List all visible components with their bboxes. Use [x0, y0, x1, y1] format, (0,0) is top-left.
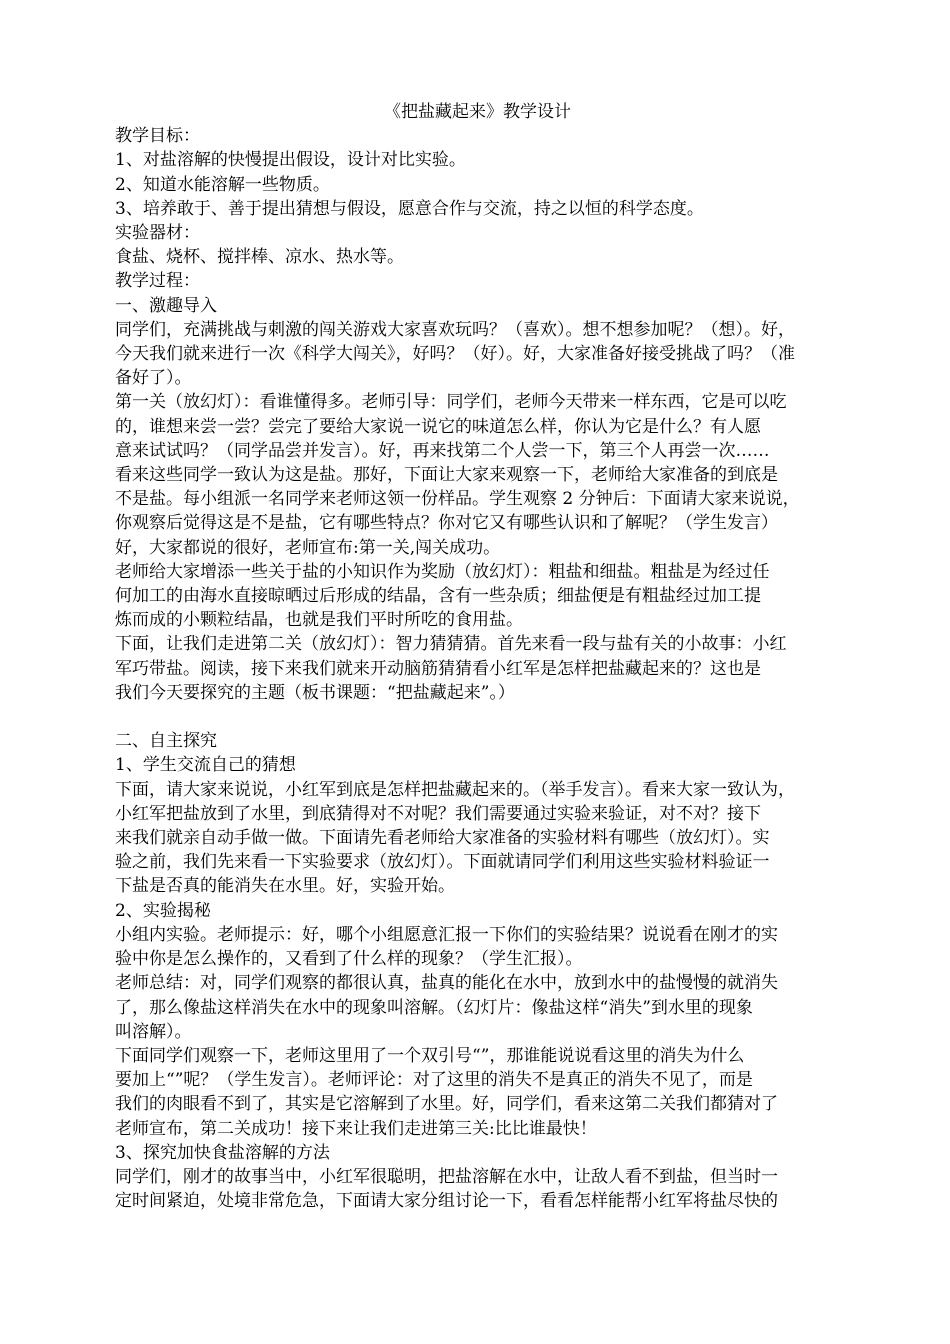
text-line: 备好了）。 [115, 368, 192, 389]
text-line: 教学过程： [115, 271, 200, 292]
text-line: 第一关（放幻灯）：看谁懂得多。老师引导：同学们，老师今天带来一样东西，它是可以吃 [115, 392, 787, 413]
text-line: 老师宣布，第二关成功！接下来让我们走进第三关:比比谁最快！ [115, 1118, 597, 1139]
text-line: 炼而成的小颗粒结晶，也就是我们平时所吃的食用盐。 [115, 610, 523, 631]
text-line: 1、对盐溶解的快慢提出假设，设计对比实验。 [115, 150, 466, 171]
text-line: 意来试试吗？（同学品尝并发言）。好，再来找第二个人尝一下，第三个人再尝一次…… [115, 440, 770, 461]
text-line: 同学们，刚才的故事当中，小红军很聪明，把盐溶解在水中，让敌人看不到盐，但当时一 [115, 1166, 778, 1187]
text-line: 下面同学们观察一下，老师这里用了一个双引号“”，那谁能说说看这里的消失为什么 [115, 1045, 745, 1066]
text-line: 军巧带盐。阅读，接下来我们就来开动脑筋猜猜看小红军是怎样把盐藏起来的？这也是 [115, 658, 761, 679]
text-line: 的，谁想来尝一尝？尝完了要给大家说一说它的味道怎么样，你认为它是什么？有人愿 [115, 416, 761, 437]
text-line: 你观察后觉得这是不是盐，它有哪些特点？你对它又有哪些认识和了解呢？（学生发言） [115, 513, 778, 534]
text-line: 食盐、烧杯、搅拌棒、凉水、热水等。 [115, 247, 404, 268]
text-line: 来我们就亲自动手做一做。下面请先看老师给大家准备的实验材料有哪些（放幻灯）。实 [115, 828, 770, 849]
text-line: 看来这些同学一致认为这是盐。那好，下面让大家来观察一下，老师给大家准备的到底是 [115, 465, 778, 486]
text-line: 下面，请大家来说说，小红军到底是怎样把盐藏起来的。（举手发言）。看来大家一致认为， [115, 779, 795, 800]
text-line: 我们今天要探究的主题（板书课题：“把盐藏起来”。） [115, 682, 515, 703]
text-line: 小红军把盐放到了水里，到底猜得对不对呢？我们需要通过实验来验证，对不对？接下 [115, 803, 761, 824]
text-line: 老师总结：对，同学们观察的都很认真，盐真的能化在水中，放到水中的盐慢慢的就消失 [115, 973, 778, 994]
text-line: 同学们，充满挑战与刺激的闯关游戏大家喜欢玩吗？（喜欢）。想不想参加呢？（想）。好， [115, 319, 795, 340]
text-line: 定时间紧迫，处境非常危急，下面请大家分组讨论一下，看看怎样能帮小红军将盐尽快的 [115, 1191, 778, 1212]
text-line: 2、实验揭秘 [115, 900, 211, 921]
text-line: 叫溶解）。 [115, 1021, 192, 1042]
document-body [115, 124, 840, 1213]
text-line: 一、激趣导入 [115, 295, 217, 316]
text-line: 不是盐。每小组派一名同学来老师这领一份样品。学生观察 2 分钟后：下面请大家来说说， [115, 489, 800, 510]
text-line: 验中你是怎么操作的，又看到了什么样的现象？（学生汇报）。 [115, 949, 583, 970]
text-line: 小组内实验。老师提示：好，哪个小组愿意汇报一下你们的实验结果？说说看在刚才的实 [115, 924, 778, 945]
text-line: 好，大家都说的很好，老师宣布:第一关,闯关成功。 [115, 537, 501, 558]
text-line: 下面，让我们走进第二关（放幻灯）：智力猜猜猜。首先来看一段与盐有关的小故事：小红 [115, 634, 787, 655]
text-line: 3、探究加快食盐溶解的方法 [115, 1142, 330, 1163]
text-line: 实验器材： [115, 223, 200, 244]
text-line: 了，那么像盐这样消失在水中的现象叫溶解。（幻灯片：像盐这样“消失”到水里的现象 [115, 997, 753, 1018]
document-page [115, 100, 840, 1213]
text-line: 1、学生交流自己的猜想 [115, 755, 296, 776]
text-line: 教学目标： [115, 126, 200, 147]
text-line: 何加工的由海水直接晾晒过后形成的结晶，含有一些杂质；细盐便是有粗盐经过加工提 [115, 586, 761, 607]
text-line: 二、自主探究 [115, 731, 217, 752]
text-line: 验之前，我们先来看一下实验要求（放幻灯）。下面就请同学们利用这些实验材料验证一 [115, 852, 770, 873]
blank-line [115, 705, 840, 729]
text-line: 下盐是否真的能消失在水里。好，实验开始。 [115, 876, 455, 897]
text-line: 2、知道水能溶解一些物质。 [115, 174, 330, 195]
text-line: 3、培养敢于、善于提出猜想与假设，愿意合作与交流，持之以恒的科学态度。 [115, 198, 704, 219]
text-line: 要加上“”呢？（学生发言）。老师评论：对了这里的消失不是真正的消失不见了，而是 [115, 1070, 753, 1091]
text-line: 老师给大家增添一些关于盐的小知识作为奖励（放幻灯）：粗盐和细盐。粗盐是为经过任 [115, 561, 770, 582]
text-line: 今天我们就来进行一次《科学大闯关》，好吗？（好）。好，大家准备好接受挑战了吗？（准 [115, 344, 795, 365]
text-line: 我们的肉眼看不到了，其实是它溶解到了水里。好，同学们，看来这第二关我们都猜对了 [115, 1094, 778, 1115]
document-title: 《把盐藏起来》教学设计 [384, 102, 571, 122]
